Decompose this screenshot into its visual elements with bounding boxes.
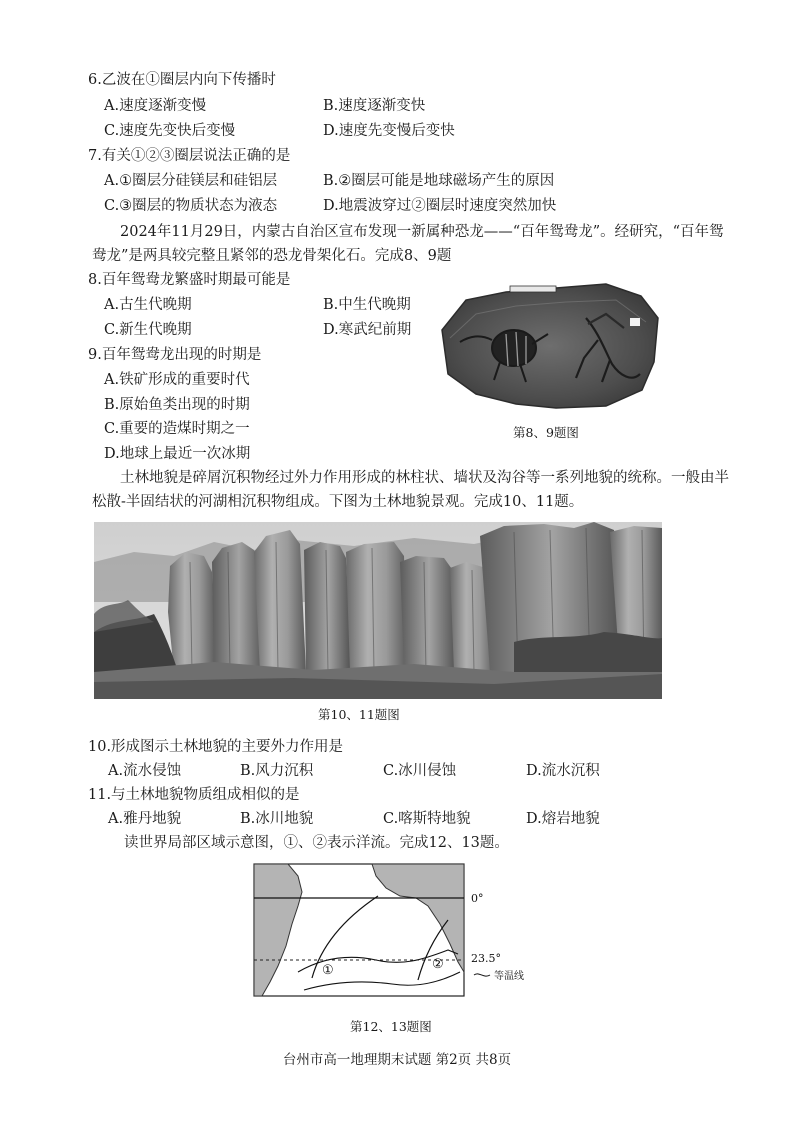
q10-option-c: C.冰川侵蚀 — [383, 763, 457, 779]
q9-option-c: C.重要的造煤时期之一 — [104, 421, 250, 437]
q8-option-c: C.新生代晚期 — [104, 322, 192, 338]
q6-option-d: D.速度先变慢后变快 — [323, 123, 455, 139]
q6-option-b: B.速度逐渐变快 — [323, 98, 426, 114]
q11-option-c: C.喀斯特地貌 — [383, 811, 471, 827]
q6-option-c: C.速度先变快后变慢 — [104, 123, 236, 139]
q8-stem: 8.百年鸳鸯龙繁盛时期最可能是 — [88, 272, 291, 288]
q9-option-a: A.铁矿形成的重要时代 — [104, 372, 250, 388]
q11-option-b: B.冰川地貌 — [240, 811, 314, 827]
q7-stem: 7.有关①②③圈层说法正确的是 — [88, 148, 291, 164]
q10-option-a: A.流水侵蚀 — [108, 763, 182, 779]
q11-option-a: A.雅丹地貌 — [108, 811, 182, 827]
current-1-label: ① — [322, 963, 334, 978]
isotherm-legend-icon — [474, 974, 490, 976]
q9-option-d: D.地球上最近一次冰期 — [104, 446, 251, 462]
q7-option-d: D.地震波穿过②圈层时速度突然加快 — [323, 198, 557, 214]
q10-option-d: D.流水沉积 — [526, 763, 600, 779]
q7-option-c: C.③圈层的物质状态为液态 — [104, 198, 278, 214]
intro-10-11: 土林地貌是碎屑沉积物经过外力作用形成的林柱状、墙状及沟谷等一系列地貌的统称。一般由半松散-半固结状的河湖相沉积物组成。下图为土林地貌景观。完成10、11题。 — [92, 470, 729, 510]
q8-option-a: A.古生代晚期 — [104, 297, 192, 313]
page-footer: 台州市高一地理期末试题 第2页 共8页 — [282, 1052, 512, 1068]
q8-option-b: B.中生代晚期 — [323, 297, 411, 313]
latitude-0-label: 0° — [471, 892, 484, 905]
q8-option-d: D.寒武纪前期 — [323, 322, 412, 338]
q7-option-a: A.①圈层分硅镁层和硅铝层 — [104, 173, 278, 189]
q10-option-b: B.风力沉积 — [240, 763, 314, 779]
q11-stem: 11.与土林地貌物质组成相似的是 — [88, 787, 300, 803]
landform-caption: 第10、11题图 — [318, 707, 400, 722]
q9-stem: 9.百年鸳鸯龙出现的时期是 — [88, 347, 262, 363]
ocean-current-map — [252, 862, 532, 1004]
map-caption: 第12、13题图 — [350, 1019, 432, 1034]
q9-option-b: B.原始鱼类出现的时期 — [104, 397, 250, 413]
q11-option-d: D.熔岩地貌 — [526, 811, 600, 827]
intro-8-9: 2024年11月29日，内蒙古自治区宣布发现一新属种恐龙——“百年鸳鸯龙”。经研究，“百年鸳鸯龙”是两具较完整且紧邻的恐龙骨架化石。完成8、9题 — [92, 224, 724, 264]
fossil-photo — [436, 278, 664, 412]
intro-12-13: 读世界局部区域示意图，①、②表示洋流。完成12、13题。 — [124, 835, 509, 851]
current-2-label: ② — [432, 957, 444, 972]
isotherm-legend-label: 等温线 — [494, 971, 524, 982]
latitude-23-5-label: 23.5° — [471, 952, 501, 965]
fossil-caption: 第8、9题图 — [513, 425, 579, 440]
q6-stem: 6.乙波在①圈层内向下传播时 — [88, 72, 276, 88]
q10-stem: 10.形成图示土林地貌的主要外力作用是 — [88, 739, 344, 755]
q6-option-a: A.速度逐渐变慢 — [104, 98, 207, 114]
q7-option-b: B.②圈层可能是地球磁场产生的原因 — [323, 173, 555, 189]
earth-forest-photo — [94, 522, 662, 699]
